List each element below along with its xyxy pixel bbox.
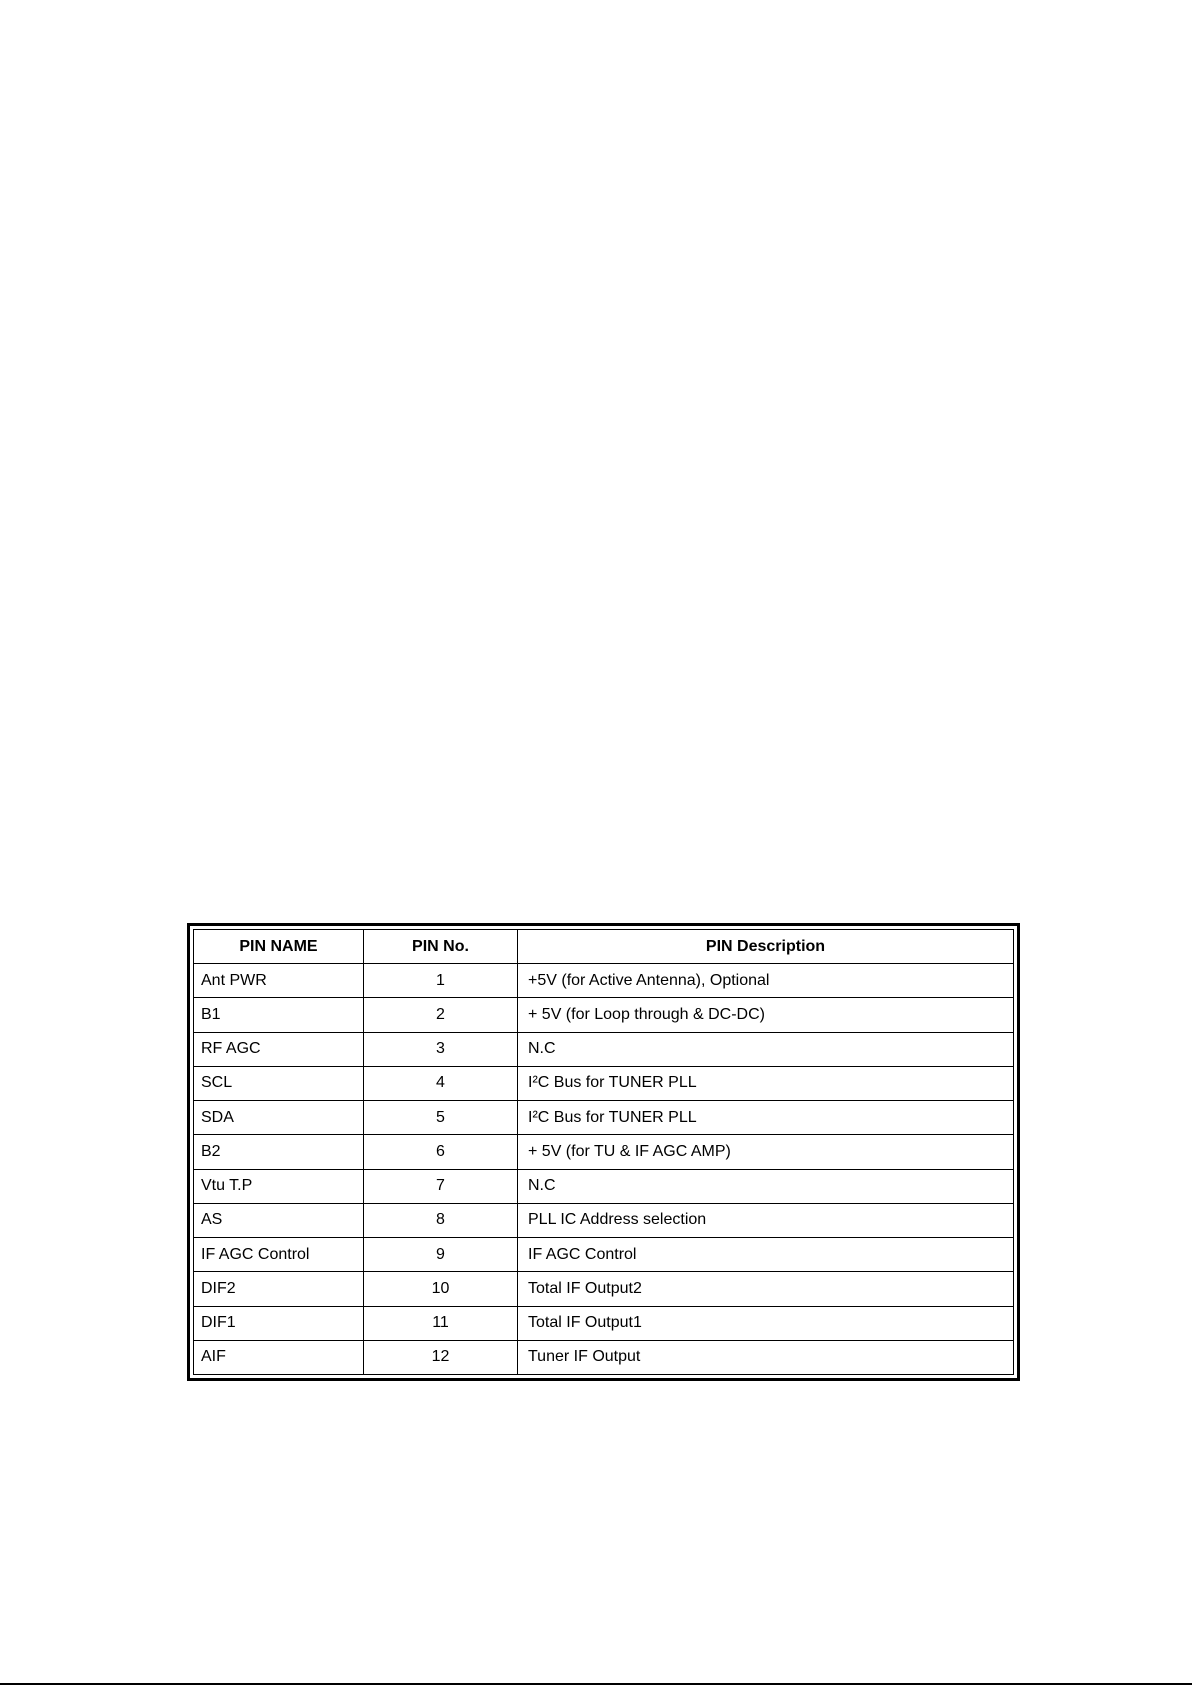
table-row xyxy=(194,964,1014,998)
cell-pin-description: PLL IC Address selection xyxy=(518,1203,1014,1237)
cell-pin-name: RF AGC xyxy=(194,1032,364,1066)
cell-pin-description: Total IF Output1 xyxy=(518,1306,1014,1340)
table-row xyxy=(194,1238,1014,1272)
table-row xyxy=(194,1032,1014,1066)
cell-pin-description: Tuner IF Output xyxy=(518,1340,1014,1374)
header-pin-description: PIN Description xyxy=(518,930,1014,964)
table-row xyxy=(194,998,1014,1032)
cell-pin-name: B1 xyxy=(194,998,364,1032)
cell-pin-description: Total IF Output2 xyxy=(518,1272,1014,1306)
cell-pin-number: 10 xyxy=(364,1272,518,1306)
table-row xyxy=(194,1203,1014,1237)
cell-pin-description: N.C xyxy=(518,1032,1014,1066)
cell-pin-description: I²C Bus for TUNER PLL xyxy=(518,1066,1014,1100)
table-row xyxy=(194,1306,1014,1340)
cell-pin-name: Vtu T.P xyxy=(194,1169,364,1203)
cell-pin-description: +5V (for Active Antenna), Optional xyxy=(518,964,1014,998)
cell-pin-name: SCL xyxy=(194,1066,364,1100)
cell-pin-name: DIF1 xyxy=(194,1306,364,1340)
cell-pin-number: 1 xyxy=(364,964,518,998)
pin-table xyxy=(193,929,1014,1375)
cell-pin-name: AS xyxy=(194,1203,364,1237)
cell-pin-name: Ant PWR xyxy=(194,964,364,998)
table-row xyxy=(194,1135,1014,1169)
cell-pin-number: 11 xyxy=(364,1306,518,1340)
header-pin-number: PIN No. xyxy=(364,930,518,964)
cell-pin-description: + 5V (for Loop through & DC-DC) xyxy=(518,998,1014,1032)
cell-pin-number: 2 xyxy=(364,998,518,1032)
cell-pin-description: I²C Bus for TUNER PLL xyxy=(518,1101,1014,1135)
cell-pin-name: AIF xyxy=(194,1340,364,1374)
cell-pin-name: B2 xyxy=(194,1135,364,1169)
table-row xyxy=(194,1169,1014,1203)
table-row xyxy=(194,1272,1014,1306)
cell-pin-number: 8 xyxy=(364,1203,518,1237)
header-pin-name: PIN NAME xyxy=(194,930,364,964)
cell-pin-number: 5 xyxy=(364,1101,518,1135)
cell-pin-number: 9 xyxy=(364,1238,518,1272)
cell-pin-name: DIF2 xyxy=(194,1272,364,1306)
table-row xyxy=(194,1340,1014,1374)
cell-pin-number: 6 xyxy=(364,1135,518,1169)
table-row xyxy=(194,1066,1014,1100)
cell-pin-number: 12 xyxy=(364,1340,518,1374)
cell-pin-description: N.C xyxy=(518,1169,1014,1203)
pin-table-frame xyxy=(187,923,1020,1381)
table-header-row xyxy=(194,930,1014,964)
cell-pin-description: + 5V (for TU & IF AGC AMP) xyxy=(518,1135,1014,1169)
cell-pin-number: 4 xyxy=(364,1066,518,1100)
table-row xyxy=(194,1101,1014,1135)
cell-pin-description: IF AGC Control xyxy=(518,1238,1014,1272)
cell-pin-name: IF AGC Control xyxy=(194,1238,364,1272)
cell-pin-number: 7 xyxy=(364,1169,518,1203)
cell-pin-number: 3 xyxy=(364,1032,518,1066)
cell-pin-name: SDA xyxy=(194,1101,364,1135)
